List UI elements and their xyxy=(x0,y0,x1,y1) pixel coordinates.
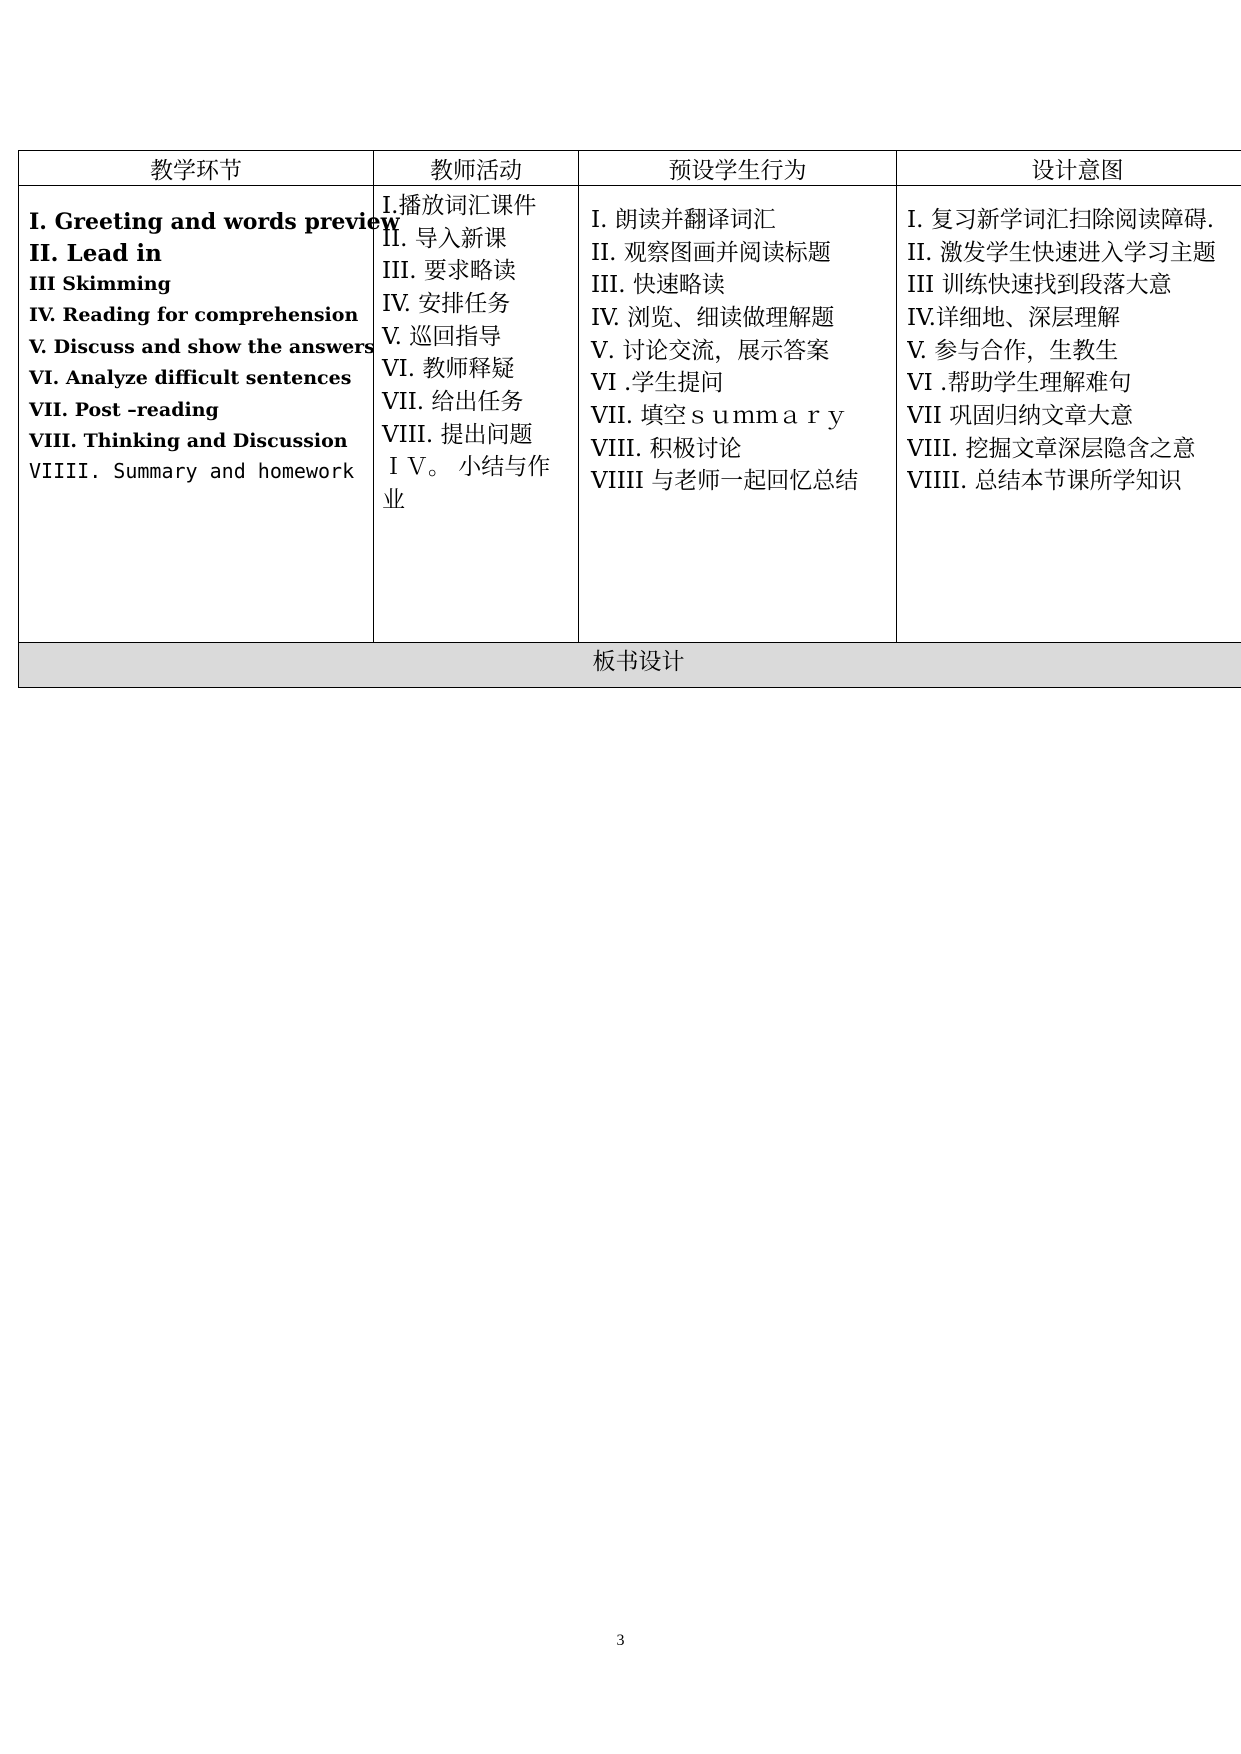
design-intent-item: III 训练快速找到段落大意 xyxy=(907,272,1172,299)
header-student-behavior: 预设学生行为 xyxy=(579,151,897,186)
teaching-stage-item: VII. Post –reading xyxy=(29,398,219,421)
teaching-stage-item: Ⅰ. Greeting and words preview xyxy=(29,209,400,235)
teacher-activity-item: III. 要求略读 xyxy=(382,258,516,285)
design-intent-item: VI .帮助学生理解难句 xyxy=(907,370,1132,397)
student-behavior-cell xyxy=(579,186,897,643)
student-behavior-item: IV. 浏览、细读做理解题 xyxy=(591,304,835,331)
design-intent-item: ⅤII 巩固归纳文章大意 xyxy=(907,402,1134,429)
design-intent-cell xyxy=(897,186,1241,643)
teaching-stage-item: VIII. Thinking and Discussion xyxy=(29,430,348,453)
teacher-activity-item: VIII. 提出问题 xyxy=(382,421,533,448)
student-behavior-item: Ⅴ. 讨论交流，展示答案 xyxy=(591,337,830,364)
teaching-stage-item: VI. Analyze difficult sentences xyxy=(29,367,352,390)
design-intent-item: I. 复习新学词汇扫除阅读障碍. xyxy=(907,207,1215,233)
design-intent-item: IV.详细地、深层理解 xyxy=(907,304,1120,331)
teacher-activity-item: VII. 给出任务 xyxy=(382,388,524,415)
teacher-activity-item: II. 导入新课 xyxy=(382,225,507,252)
student-behavior-item: III. 快速略读 xyxy=(591,272,725,299)
teaching-stage-item: II. Lead in xyxy=(29,239,162,267)
teacher-activity-item: ＩＶ。 小结与作业 xyxy=(382,454,551,513)
teacher-activity-item: IV. 安排任务 xyxy=(382,290,511,317)
student-behavior-item: I. 朗读并翻译词汇 xyxy=(591,207,776,233)
header-teacher-activity: 教师活动 xyxy=(374,151,579,186)
student-behavior-item: II. 观察图画并阅读标题 xyxy=(591,239,831,266)
student-behavior-item: VI .学生提问 xyxy=(591,370,724,397)
student-behavior-item: VIIII 与老师一起回忆总结 xyxy=(591,468,859,495)
design-intent-item: II. 激发学生快速进入学习主题 xyxy=(907,239,1216,266)
header-design-intent: 设计意图 xyxy=(897,151,1241,186)
page-number: 3 xyxy=(616,1632,625,1649)
design-intent-item: VIII. 挖掘文章深层隐含之意 xyxy=(907,435,1196,462)
student-behavior-item: VII. 填空ｓｕｍｍａｒｙ xyxy=(591,402,848,429)
teaching-stage-item: V. Discuss and show the answers xyxy=(29,335,375,358)
teaching-stage-item: III Skimming xyxy=(29,272,171,295)
teacher-activity-item: I.播放词汇课件 xyxy=(382,193,537,219)
table-content-row xyxy=(19,186,1241,643)
teaching-stage-item: VIIII. Summary and homework xyxy=(29,458,355,483)
board-design-row xyxy=(19,643,1241,688)
teaching-stage-item: IV. Reading for comprehension xyxy=(29,304,359,327)
teaching-stage-cell xyxy=(19,186,400,643)
teacher-activity-cell xyxy=(374,186,579,643)
header-teaching-stage: 教学环节 xyxy=(19,151,374,186)
design-intent-item: V. 参与合作，生教生 xyxy=(907,337,1119,364)
lesson-plan-table xyxy=(18,150,1241,688)
teacher-activity-item: VI. 教师释疑 xyxy=(382,356,515,383)
student-behavior-item: VIII. 积极讨论 xyxy=(591,435,742,462)
teacher-activity-item: V. 巡回指导 xyxy=(382,323,502,350)
design-intent-item: VIIII. 总结本节课所学知识 xyxy=(907,468,1182,495)
board-design-label: 板书设计 xyxy=(19,643,1241,688)
table-header-row xyxy=(19,151,1241,186)
